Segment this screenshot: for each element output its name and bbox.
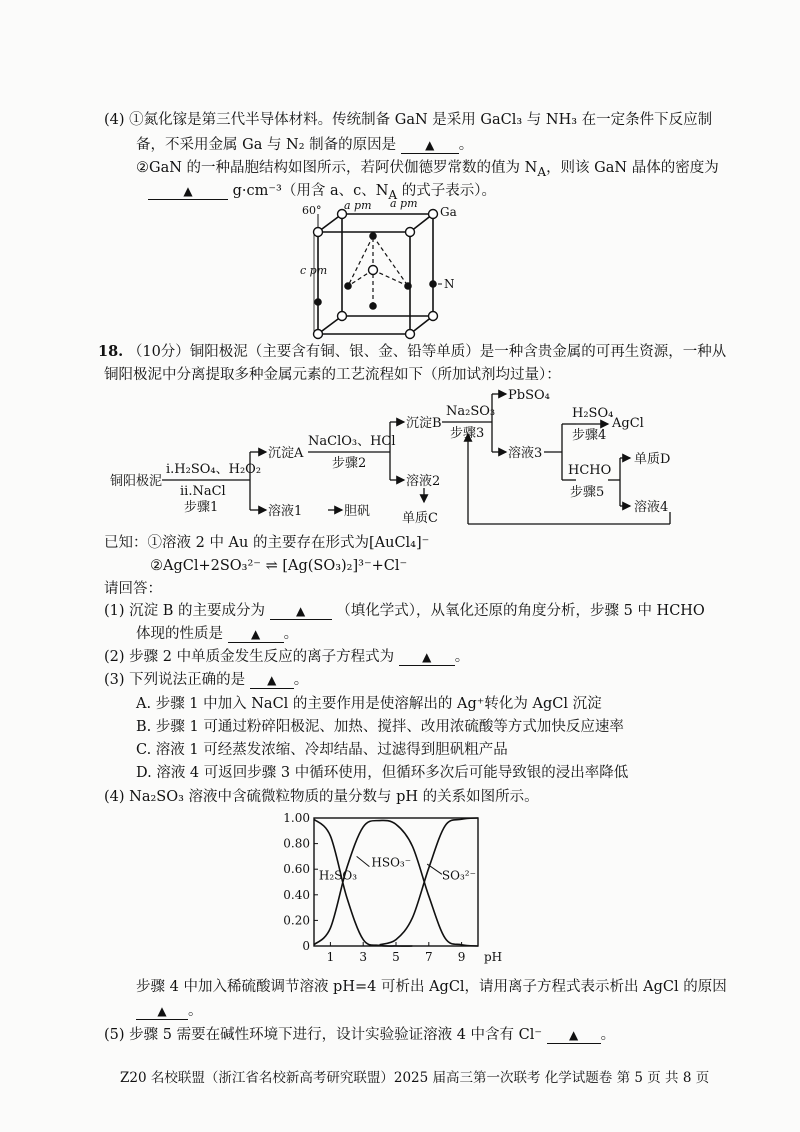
flow-reagent3: Na₂SO₃ <box>446 404 496 419</box>
flow-reagent2: NaClO₃、HCl <box>308 434 396 449</box>
answer-blank[interactable] <box>399 649 455 666</box>
q18-stem-line1 <box>98 342 726 362</box>
q18-part4-question: 步骤 4 中加入稀硫酸调节溶液 pH=4 可析出 AgCl，请用离子方程式表示析出 AgCl 的原因 <box>136 979 727 995</box>
q18-part4-blank-line <box>136 1001 203 1021</box>
q18-p1a: (1) 沉淀 B 的主要成分为 <box>104 603 266 619</box>
flow-reagent1b: ii.NaCl <box>180 484 226 499</box>
sulfur-species-distribution-chart <box>270 806 510 978</box>
cell-n-label: N <box>444 277 455 291</box>
flow-element-d: 单质D <box>634 452 671 467</box>
flow-pbso4: PbSO₄ <box>508 388 550 403</box>
series-label-1: HSO₃⁻ <box>371 855 412 870</box>
y-tick-label: 0.80 <box>283 836 310 851</box>
q18-part5 <box>104 1025 615 1045</box>
cell-a-label-2: a pm <box>390 197 418 210</box>
period: 。 <box>293 672 309 688</box>
series-label-2: SO₃²⁻ <box>441 868 476 883</box>
q18-known2: ②AgCl+2SO₃²⁻ ⇌ [Ag(SO₃)₂]³⁻+Cl⁻ <box>150 558 408 574</box>
q18-p3: (3) 下列说法正确的是 <box>104 672 246 688</box>
period: 。 <box>600 1027 616 1043</box>
q17-4-line4-tail: 的式子表示）。 <box>397 183 496 199</box>
x-tick-label: 1 <box>326 950 335 964</box>
q18-p1b: （填化学式），从氧化还原的角度分析，步骤 5 中 HCHO <box>336 603 705 619</box>
q18-option-d: D. 溶液 4 可返回步骤 3 中循环使用，但循环多次后可能导致银的浸出率降低 <box>136 765 629 781</box>
q17-4-line1: (4) ①氮化镓是第三代半导体材料。传统制备 GaN 是采用 GaCl₃ 与 NH₃ 在一定条件下反应制 <box>104 112 713 128</box>
period: 。 <box>283 626 299 642</box>
answer-blank[interactable] <box>547 1027 601 1044</box>
q17-4-line3 <box>136 158 719 182</box>
flow-precip-b: 沉淀B <box>406 416 442 431</box>
flow-step4: 步骤4 <box>572 428 607 443</box>
q18-p1c: 体现的性质是 <box>136 626 223 642</box>
q17-4-line3-end: ，则该 GaN 晶体的密度为 <box>546 160 719 176</box>
period: 。 <box>188 1003 203 1019</box>
page-footer: Z20 名校联盟（浙江省名校新高考研究联盟）2025 届高三第一次联考 化学试题卷 第 5 页 共 8 页 <box>120 1070 710 1086</box>
x-axis-label: pH <box>484 950 503 964</box>
x-tick-label: 9 <box>457 950 466 964</box>
period: 。 <box>454 649 470 665</box>
q18-known1: 已知：①溶液 2 中 Au 的主要存在形式为[AuCl₄]⁻ <box>104 535 430 551</box>
blank-triangle-icon: ▲ <box>569 1028 579 1042</box>
q18-p2: (2) 步骤 2 中单质金发生反应的离子方程式为 <box>104 649 395 665</box>
x-tick-label: 3 <box>359 950 368 964</box>
cell-ga-label: Ga <box>440 205 457 219</box>
q17-4-line4-sub: A <box>388 187 398 202</box>
answer-blank[interactable] <box>270 603 332 620</box>
y-tick-label: 0 <box>302 939 310 953</box>
q17-4-line2 <box>136 135 473 155</box>
y-tick-label: 0.60 <box>283 862 310 877</box>
q18-part1-line1 <box>104 601 705 621</box>
flow-precip-a: 沉淀A <box>268 446 304 461</box>
answer-blank[interactable] <box>136 1003 188 1020</box>
x-tick-label: 7 <box>424 950 433 964</box>
q18-option-a: A. 步骤 1 中加入 NaCl 的主要作用是使溶解出的 Ag⁺转化为 AgCl 沉淀 <box>136 696 602 712</box>
answer-blank[interactable] <box>148 183 228 200</box>
answer-blank[interactable] <box>250 672 294 689</box>
process-flow-chart <box>100 384 720 530</box>
series-line-1 <box>314 820 478 946</box>
q18-option-c: C. 溶液 1 可经蒸发浓缩、冷却结晶、过滤得到胆矾粗产品 <box>136 742 508 758</box>
flow-step3: 步骤3 <box>450 426 485 441</box>
blank-triangle-icon: ▲ <box>296 604 306 618</box>
answer-blank[interactable] <box>401 137 459 154</box>
y-tick-label: 0.20 <box>283 913 310 928</box>
q18-stem1: （10分）铜阳极泥（主要含有铜、银、金、铅等单质）是一种含贵金属的可再生资源，一种从 <box>127 344 727 360</box>
cell-c-label: c pm <box>300 264 328 277</box>
y-tick-label: 0.40 <box>283 887 310 902</box>
series-label-pointer <box>427 864 442 874</box>
series-line-0 <box>314 819 412 946</box>
blank-triangle-icon: ▲ <box>183 184 193 198</box>
gan-unit-cell-figure <box>300 194 480 344</box>
answer-blank[interactable] <box>228 626 284 643</box>
flow-bluevitriol: 胆矾 <box>344 504 371 519</box>
flow-reagent4: H₂SO₄ <box>572 406 614 421</box>
flow-solution1: 溶液1 <box>268 504 303 519</box>
y-tick-label: 1.00 <box>283 811 310 825</box>
x-tick-label: 5 <box>392 950 400 964</box>
q18-part4: (4) Na₂SO₃ 溶液中含硫微粒物质的量分数与 pH 的关系如图所示。 <box>104 789 539 805</box>
ga-atoms <box>314 210 438 339</box>
q18-option-b: B. 步骤 1 可通过粉碎阳极泥、加热、搅拌、改用浓硫酸等方式加快反应速率 <box>136 719 624 735</box>
flow-step5: 步骤5 <box>570 485 605 500</box>
flow-agcl: AgCl <box>612 416 644 431</box>
q17-4-line3-sub: A <box>537 164 547 179</box>
cell-angle-label: 60° <box>302 204 322 217</box>
series-label-0: H₂SO₃ <box>318 868 358 883</box>
flow-reagent1a: i.H₂SO₄、H₂O₂ <box>166 462 262 477</box>
blank-triangle-icon: ▲ <box>425 138 435 152</box>
flow-solution3: 溶液3 <box>508 446 543 461</box>
series-label-pointer <box>357 856 370 866</box>
flow-solution2: 溶液2 <box>406 474 441 489</box>
cell-a-label-1: a pm <box>344 199 372 212</box>
flow-reagent5: HCHO <box>568 463 612 478</box>
q18-stem2: 铜阳极泥中分离提取多种金属元素的工艺流程如下（所加试剂均过量）： <box>104 367 561 383</box>
blank-triangle-icon: ▲ <box>267 673 277 687</box>
q17-4-line4-end: g·cm⁻³（用含 a、c、N <box>232 183 389 199</box>
flow-element-c: 单质C <box>402 511 438 526</box>
q18-p5: (5) 步骤 5 需要在碱性环境下进行，设计实验验证溶液 4 中含有 Cl⁻ <box>104 1027 543 1043</box>
flow-step1: 步骤1 <box>184 500 219 515</box>
q18-part1-line2 <box>136 624 298 644</box>
blank-triangle-icon: ▲ <box>250 627 261 641</box>
q17-4-line2-text: 备，不采用金属 Ga 与 N₂ 制备的原因是 <box>136 137 397 153</box>
q18-number: 18. <box>98 343 124 360</box>
blank-triangle-icon: ▲ <box>422 650 432 664</box>
flow-solution4: 溶液4 <box>634 500 669 515</box>
q17-4-line3-text: ②GaN 的一种晶胞结构如图所示，若阿伏伽德罗常数的值为 N <box>136 160 538 176</box>
flow-step2: 步骤2 <box>332 456 367 471</box>
q18-part2 <box>104 647 469 667</box>
q18-part3 <box>104 670 308 690</box>
q18-answer-prompt: 请回答： <box>104 581 162 597</box>
period: 。 <box>458 137 474 153</box>
flow-start: 铜阳极泥 <box>110 474 163 489</box>
blank-triangle-icon: ▲ <box>157 1004 167 1018</box>
